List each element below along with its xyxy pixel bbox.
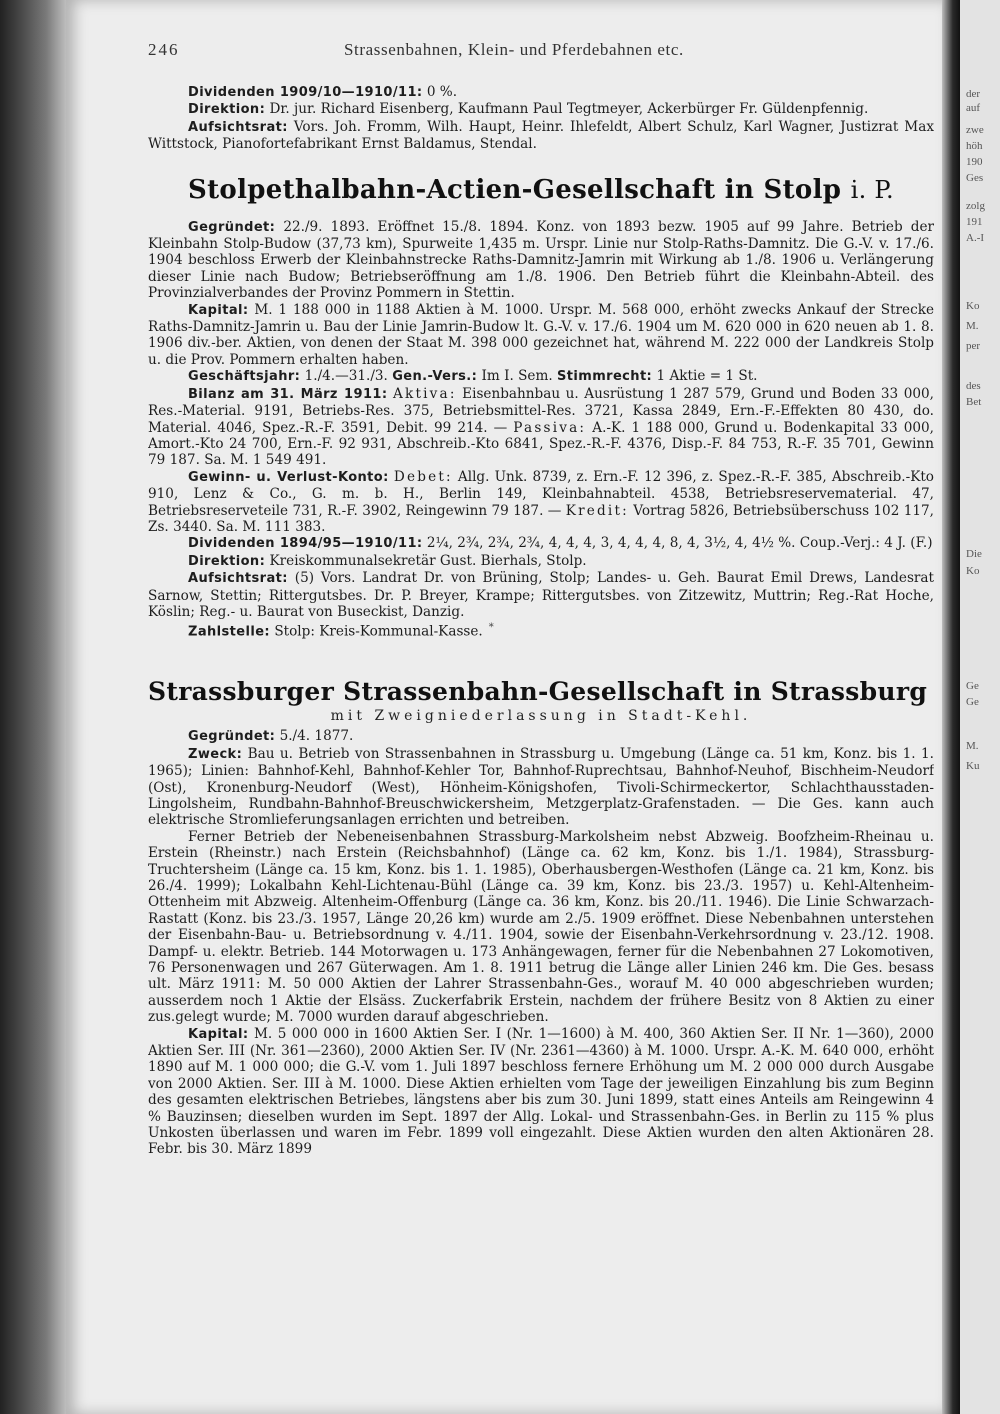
facing-page-fragment: Ges — [966, 172, 984, 184]
facing-page-fragment: per — [966, 340, 981, 352]
facing-page-fragment: Ko — [966, 565, 980, 577]
facing-page-fragment: Bet — [966, 396, 982, 408]
company-title-stolpethalbahn: Stolpethalbahn-Actien-Gesellschaft in Stolp i. P. — [188, 174, 894, 205]
facing-page-fragment: 190 — [966, 156, 983, 168]
guv-paragraph: Gewinn- u. Verlust-Konto: Debet: Allg. Unk. 8739, z. Ern.-F. 12 396, z. Spez.-R.-F. 385, Abschreib.-Kto 910, Lenz & Co., G. m. b. H., Berlin 149, Kleinbahnabteil. 4538, Betriebsreservematerial. 47, Betriebsreserveteile 731, R.-F. 3902, Reingewinn 79 187. — Kredit: Vortrag 5826, Betriebsüberschuss 102 117, Zs. 3440. Sa. M. 111 383. — [148, 468, 934, 535]
facing-page-fragment: A.-I — [966, 232, 985, 244]
facing-page-fragment: Ge — [966, 680, 979, 692]
page-number: 246 — [148, 40, 180, 59]
bilanz-paragraph: Bilanz am 31. März 1911: Aktiva: Eisenbahnbau u. Ausrüstung 1 287 579, Grund und Boden 33 000, Res.-Material. 9191, Betriebs-Res. 375, Betriebsmittel-Res. 3721, Kassa 2849, Ern.-F.-Effekten 80 430, do. Material. 4046, Spez.-R.-F. 3591, Debit. 99 214. — Passiva: A.-K. 1 188 000, Grund u. Bodenkapital 33 000, Amort.-Kto 24 700, Ern.-F. 92 931, Abschreib.-Kto 6841, Spez.-R.-F. 4376, Disp.-F. 84 753, R.-F. 35 701, Gewinn 79 187. Sa. M. 1 549 491. — [148, 385, 934, 469]
gegruendet-paragraph: Gegründet: 22./9. 1893. Eröffnet 15./8. 1894. Konz. von 1893 bezw. 1905 auf 99 Jahre. Betrieb der Kleinbahn Stolp-Budow (37,73 km), Spurweite 1,435 m. Urspr. Linie nur Stolp-Raths-Damnitz. Die G.-V. v. 17./6. 1904 beschloss Erwerb der Kleinbahnstrecke Raths-Damnitz-Jamrin mit Wirkung ab 1./8. 1906 u. Verlängerung dieser Linie nach Budow; Betriebseröffnung am 1./8. 1906. Den Betrieb führt die Kleinbahn-Abteil. des Provinzialverbandes der Provinz Pommern in Stettin. — [148, 218, 934, 302]
kapital-paragraph: Kapital: M. 1 188 000 in 1188 Aktien à M. 1000. Urspr. M. 568 000, erhöht zwecks Ankauf der Strecke Raths-Damnitz-Jamrin u. Bau der Linie Jamrin-Budow lt. G.-V. v. 17./6. 1904 um M. 620 000 in 620 neuen ab 1. 8. 1906 div.-ber. Aktien, von denen der Staat M. 398 000 gezeichnet hat, während M. 222 000 der Landkreis Stolp u. die Prov. Pommern erhalten haben. — [148, 301, 934, 368]
previous-entry-tail — [148, 84, 934, 153]
facing-page-fragment: M. — [966, 740, 979, 752]
prev-dividenden: Dividenden 1909/10—1910/11: 0 %. — [188, 84, 458, 100]
entry-strassburger — [148, 728, 934, 1158]
company-title-strassburger: Strassburger Strassenbahn-Gesellschaft in Strassburg — [148, 677, 928, 707]
prev-aufsichtsrat: Aufsichtsrat: Vors. Joh. Fromm, Wilh. Haupt, Heinr. Ihlefeldt, Albert Schulz, Karl Wagner, Justizrat Max Wittstock, Pianofortefabrikant Ernst Baldamus, Stendal. — [148, 118, 934, 153]
facing-page-fragment: zolg — [966, 200, 985, 212]
kapital-paragraph-2: Kapital: M. 5 000 000 in 1600 Aktien Ser. I (Nr. 1—1600) à M. 400, 360 Aktien Ser. II Nr. 1—360), 2000 Aktien Ser. III (Nr. 361—2360), 2000 Aktien Ser. IV (Nr. 2361—4360) à M. 1000. Urspr. A.-K. M. 640 000, erhöht 1890 auf M. 1 000 000; die G.-V. vom 1. Juli 1897 beschloss fernere Erhöhung um M. 2 000 000 durch Ausgabe von 2000 Aktien. Ser. III à M. 1000. Diese Aktien erhielten vom Tage der jeweiligen Einzahlung bis zum Beginn des gesamten elektrischen Betriebes, längstens aber bis zum 30. Juni 1899, statt eines Anteils am Reingewinn 4 % Bauzinsen; dieselben wurden im Sept. 1897 der Allg. Lokal- und Strassenbahn-Ges. in Berlin zu 115 % plus Unkosten überlassen und waren im Febr. 1899 voll eingezahlt. Diese Aktien wurden den alten Aktionären 28. Febr. bis 30. März 1899 — [148, 1025, 934, 1158]
facing-page-fragment: Ge — [966, 696, 979, 708]
book-spine-shadow — [0, 0, 66, 1414]
running-title: Strassenbahnen, Klein- und Pferdebahnen etc. — [344, 40, 684, 59]
facing-page-fragment: zwe — [966, 124, 984, 136]
facing-page-fragment: Ko — [966, 300, 980, 312]
zweck-paragraph: Zweck: Bau u. Betrieb von Strassenbahnen in Strassburg u. Umgebung (Länge ca. 51 km, Konz. bis 1. 1. 1965); Linien: Bahnhof-Kehl, Bahnhof-Kehler Tor, Bahnhof-Ruprechtsau, Bahnhof-Neuhof, Bischheim-Neudorf (Ost), Kronenburg-Neudorf (West), Hönheim-Königshofen, Tivoli-Schirmeckertor, Schlachthausstaden-Lingolsheim, Rundbahn-Bahnhof-Breuschwickersheim, Metzgerplatz-Grafenstaden. — Die Ges. kann auch elektrische Stromlieferungsanlagen errichten und betreiben. — [148, 745, 934, 829]
facing-page-fragment: auf — [966, 102, 981, 114]
page-content — [148, 40, 934, 1400]
facing-page-fragment: höh — [966, 140, 983, 152]
facing-page-fragment: der — [966, 88, 981, 100]
gegruendet-paragraph-2: Gegründet: 5./4. 1877. — [188, 728, 354, 745]
asterisk-mark: * — [488, 622, 494, 634]
facing-page-fragment: Ku — [966, 760, 980, 772]
aufsichtsrat-paragraph: Aufsichtsrat: (5) Vors. Landrat Dr. von Brüning, Stolp; Landes- u. Geh. Baurat Emil Drews, Landesrat Sarnow, Stettin; Rittergutsbes. Dr. P. Breyer, Krampe; Rittergutsbes. von Zitzewitz, Muttrin; Reg.-Rat Hoche, Köslin; Reg.- u. Baurat von Buseckist, Danzig. — [148, 570, 934, 620]
geschaeftsjahr-paragraph: Geschäftsjahr: 1./4.—31./3. Gen.-Vers.: Im I. Sem. Stimmrecht: 1 Aktie = 1 St. — [188, 368, 758, 385]
facing-page-fragment: M. — [966, 320, 979, 332]
ferner-paragraph: Ferner Betrieb der Nebeneisenbahnen Strassburg-Markolsheim nebst Abzweig. Boofzheim-Rheinau u. Erstein (Rheinstr.) nach Erstein (Reichsbahnhof) (Länge ca. 62 km, Konz. bis 1./1. 1984), Strassburg-Truchtersheim (Länge ca. 15 km, Konz. bis 1. 1. 1985), Oberhausbergen-Westhofen (Länge ca. 21 km, Konz. bis 26./4. 1999); Lokalbahn Kehl-Lichtenau-Bühl (Länge ca. 39 km, Konz. bis 23./3. 1957) u. Kehl-Altenheim-Ottenheim mit Abzweig. Altenheim-Offenburg (Länge ca. 36 km, Konz. bis 20./11. 1946). Die Linie Schwarzach-Rastatt (Konz. bis 23./3. 1957, Länge 20,26 km) wurde am 2./5. 1909 eröffnet. Diese Nebenbahnen unterstehen der Eisenbahn-Bau- u. Betriebsordnung v. 4./11. 1904, sowie der Eisenbahn-Verkehrsordnung v. 23./12. 1908. Dampf- u. elektr. Betrieb. 144 Motorwagen u. 173 Anhängewagen, ferner für die Nebenbahnen 27 Lokomotiven, 76 Personenwagen und 267 Güterwagen. Am 1. 8. 1911 betrug die Länge aller Linien 246 km. Die Ges. besass ult. März 1911: M. 50 000 Aktien der Lahrer Strassenbahn-Ges., worauf M. 40 000 abgeschrieben wurden; ausserdem noch 1 Aktie der Elsäss. Zuckerfabrik Erstein, nachdem der frühere Besitz von 8 Aktien zu einer zus.gelegt wurde; M. 7000 wurden darauf abgeschrieben. — [148, 828, 934, 1026]
facing-page-fragment: 191 — [966, 216, 983, 228]
prev-direktion: Direktion: Dr. jur. Richard Eisenberg, Kaufmann Paul Tegtmeyer, Ackerbürger Fr. Güldenpfennig. — [188, 101, 869, 118]
facing-page-fragment: Die — [966, 548, 982, 560]
zahlstelle-paragraph: Zahlstelle: Stolp: Kreis-Kommunal-Kasse. * — [188, 622, 494, 640]
book-gutter — [942, 0, 960, 1414]
facing-page-edge — [960, 0, 1000, 1414]
running-head — [148, 40, 934, 66]
dividenden-paragraph: Dividenden 1894/95—1910/11: 2¼, 2¾, 2¾, 2¾, 4, 4, 4, 3, 4, 4, 4, 8, 4, 3½, 4, 4½ %. Coup.-Verj.: 4 J. (F.) — [188, 535, 933, 552]
direktion-paragraph: Direktion: Kreiskommunalsekretär Gust. Bierhals, Stolp. — [188, 552, 587, 569]
facing-page-fragment: des — [966, 380, 981, 392]
company-subtitle: mit Zweigniederlassung in Stadt-Kehl. — [330, 708, 752, 725]
entry-stolpethalbahn — [148, 219, 934, 642]
